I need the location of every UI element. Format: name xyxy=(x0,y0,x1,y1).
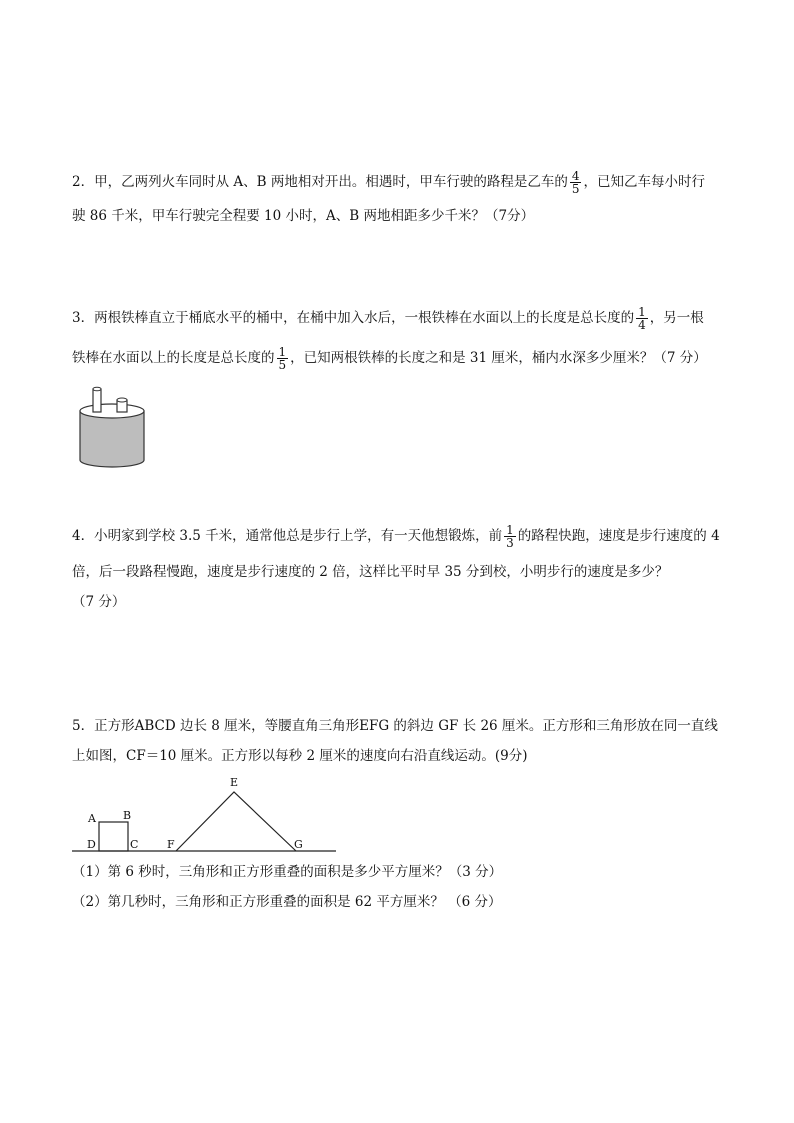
q3-line1 xyxy=(72,306,704,331)
q2-frac-num: 4 xyxy=(571,169,580,183)
q4-frac-num: 1 xyxy=(506,523,514,537)
q3-frac2-den: 5 xyxy=(278,358,287,372)
q4-line2: 倍，后一段路程慢跑，速度是步行速度的 2 倍，这样比平时早 35 分到校，小明步行的速度是多少？ xyxy=(72,564,669,580)
q3-text-d: ，已知两根铁棒的长度之和是 31 厘米，桶内水深多少厘米？（7 分） xyxy=(290,350,707,366)
label-e: E xyxy=(230,776,239,789)
label-a: A xyxy=(88,812,96,825)
q3-fraction-1 xyxy=(636,306,648,331)
label-f: F xyxy=(167,838,175,851)
q2-line1 xyxy=(72,170,705,195)
q2-line2: 驶 86 千米，甲车行驶完全程要 10 小时，A、B 两地相距多少千米？（7分） xyxy=(72,208,535,224)
triangle-efg xyxy=(176,792,296,851)
q3-text-b: ，另一根 xyxy=(649,310,704,326)
rod-1-top xyxy=(93,387,101,391)
q2-fraction xyxy=(570,170,582,195)
square-abcd xyxy=(99,822,128,851)
bucket-body xyxy=(80,411,144,467)
q4-fraction xyxy=(504,524,516,549)
q2-frac-den: 5 xyxy=(571,182,580,196)
bucket-figure xyxy=(76,380,148,472)
q3-frac1-den: 4 xyxy=(638,318,646,332)
q4-frac-den: 3 xyxy=(506,536,514,550)
q5-sub2: （2）第几秒时，三角形和正方形重叠的面积是 62 平方厘米？ （6 分） xyxy=(72,894,502,910)
square-triangle-figure xyxy=(70,772,340,858)
bucket-top xyxy=(80,404,144,418)
label-d: D xyxy=(87,838,96,851)
label-c: C xyxy=(130,838,139,851)
label-g: G xyxy=(294,838,303,851)
q3-frac1-num: 1 xyxy=(638,305,646,319)
rod-2-top xyxy=(117,398,127,402)
q4-text-a: 4．小明家到学校 3.5 千米，通常他总是步行上学，有一天他想锻炼，前 xyxy=(72,528,503,544)
q3-line2 xyxy=(72,346,707,371)
q4-text-b: 的路程快跑，速度是步行速度的 4 xyxy=(517,528,720,544)
q5-line2: 上如图，CF＝10 厘米。正方形以每秒 2 厘米的速度向右沿直线运动。(9分) xyxy=(72,748,528,764)
q5-line1: 5．正方形ABCD 边长 8 厘米，等腰直角三角形EFG 的斜边 GF 长 26 厘米。正方形和三角形放在同一直线 xyxy=(72,718,718,734)
rod-1 xyxy=(93,389,101,412)
q2-text-a: 2．甲，乙两列火车同时从 A、B 两地相对开出。相遇时，甲车行驶的路程是乙车的 xyxy=(72,174,568,190)
q3-text-c: 铁棒在水面以上的长度是总长度的 xyxy=(72,350,275,366)
label-b: B xyxy=(123,809,132,822)
q4-line3: （7 分） xyxy=(72,594,126,610)
q5-sub1: （1）第 6 秒时，三角形和正方形重叠的面积是多少平方厘米？（3 分） xyxy=(72,864,503,880)
q3-frac2-num: 1 xyxy=(278,345,287,359)
q3-fraction-2 xyxy=(277,346,289,371)
q4-line1 xyxy=(72,524,720,549)
q2-text-b: ，已知乙车每小时行 xyxy=(583,174,705,190)
q3-text-a: 3．两根铁棒直立于桶底水平的桶中，在桶中加入水后，一根铁棒在水面以上的长度是总长度的 xyxy=(72,310,635,326)
